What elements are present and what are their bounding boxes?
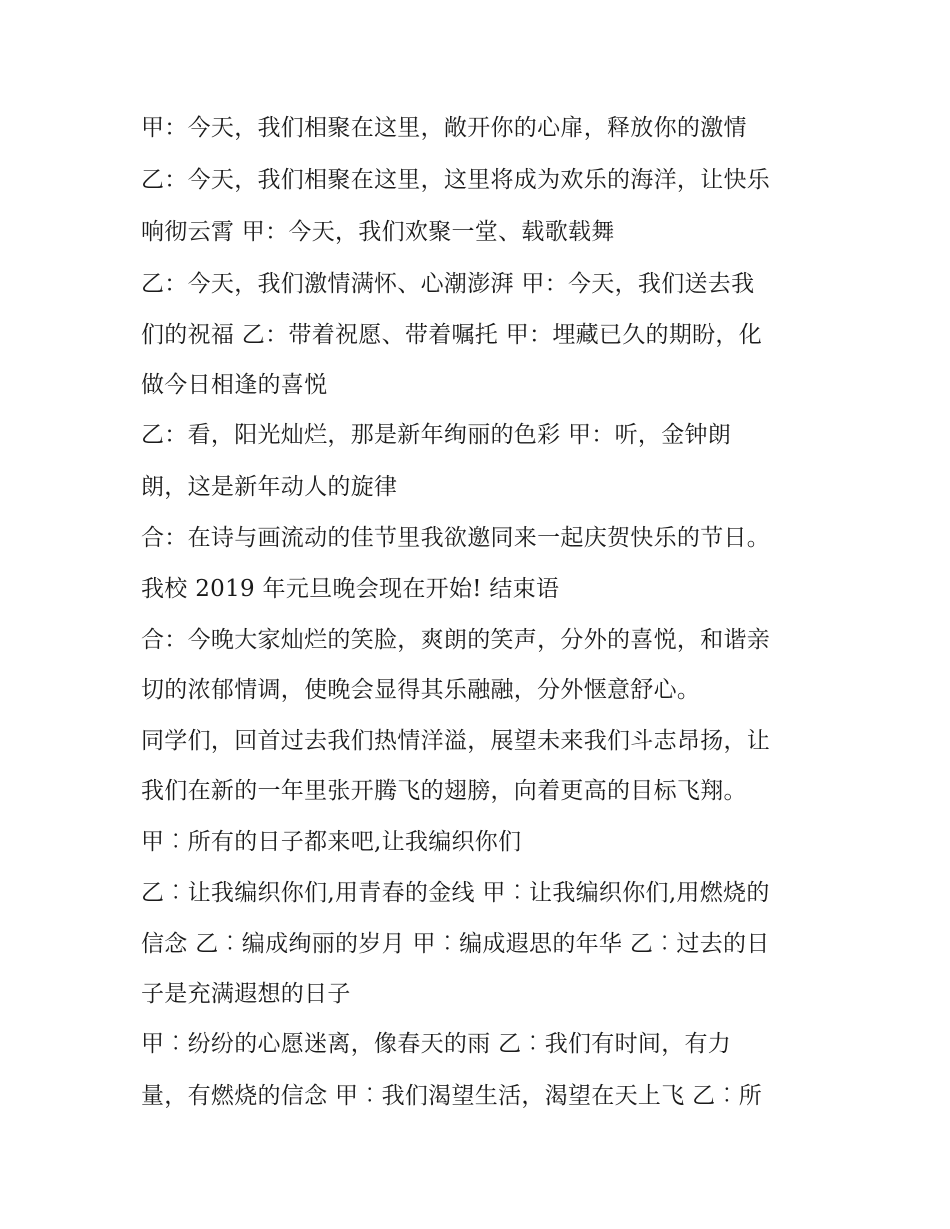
text-line: 乙︰让我编织你们,用青春的金线 甲︰让我编织你们,用燃烧的 — [141, 880, 770, 906]
text-line: 乙：今天，我们相聚在这里，这里将成为欢乐的海洋，让快乐 — [141, 167, 771, 193]
text-line: 乙：今天，我们激情满怀、心潮澎湃 甲：今天，我们送去我 — [141, 271, 755, 297]
text-line: 做今日相逢的喜悦 — [141, 372, 328, 398]
text-line: 子是充满遐想的日子 — [141, 981, 351, 1007]
text-line: 同学们，回首过去我们热情洋溢，展望未来我们斗志昂扬，让 — [141, 728, 771, 754]
text-line: 响彻云霄 甲：今天，我们欢聚一堂、载歌载舞 — [141, 219, 615, 245]
text-line: 合：今晚大家灿烂的笑脸，爽朗的笑声，分外的喜悦，和谐亲 — [141, 627, 771, 653]
text-line: 合：在诗与画流动的佳节里我欲邀同来一起庆贺快乐的节日。 — [141, 525, 771, 551]
text-line: 信念 乙︰编成绚丽的岁月 甲︰编成遐思的年华 乙︰过去的日 — [141, 931, 770, 957]
text-line: 甲：今天，我们相聚在这里，敞开你的心扉，释放你的激情 — [141, 115, 747, 141]
text-line: 甲︰所有的日子都来吧,让我编织你们 — [141, 829, 522, 855]
text-line: 我校 2019 年元旦晚会现在开始! 结束语 — [141, 576, 560, 602]
text-line: 甲︰纷纷的心愿迷离，像春天的雨 乙︰我们有时间，有力 — [141, 1031, 732, 1057]
text-line: 乙：看，阳光灿烂，那是新年绚丽的色彩 甲：听，金钟朗 — [141, 422, 732, 448]
text-line: 我们在新的一年里张开腾飞的翅膀，向着更高的目标飞翔。 — [141, 778, 747, 804]
text-line: 们的祝福 乙：带着祝愿、带着嘱托 甲：埋藏已久的期盼，化 — [141, 322, 763, 348]
text-line: 量，有燃烧的信念 甲︰我们渴望生活，渴望在天上飞 乙︰所 — [141, 1083, 763, 1109]
text-line: 朗，这是新年动人的旋律 — [141, 474, 398, 500]
text-line: 切的浓郁情调，使晚会显得其乐融融，分外惬意舒心。 — [141, 677, 701, 703]
